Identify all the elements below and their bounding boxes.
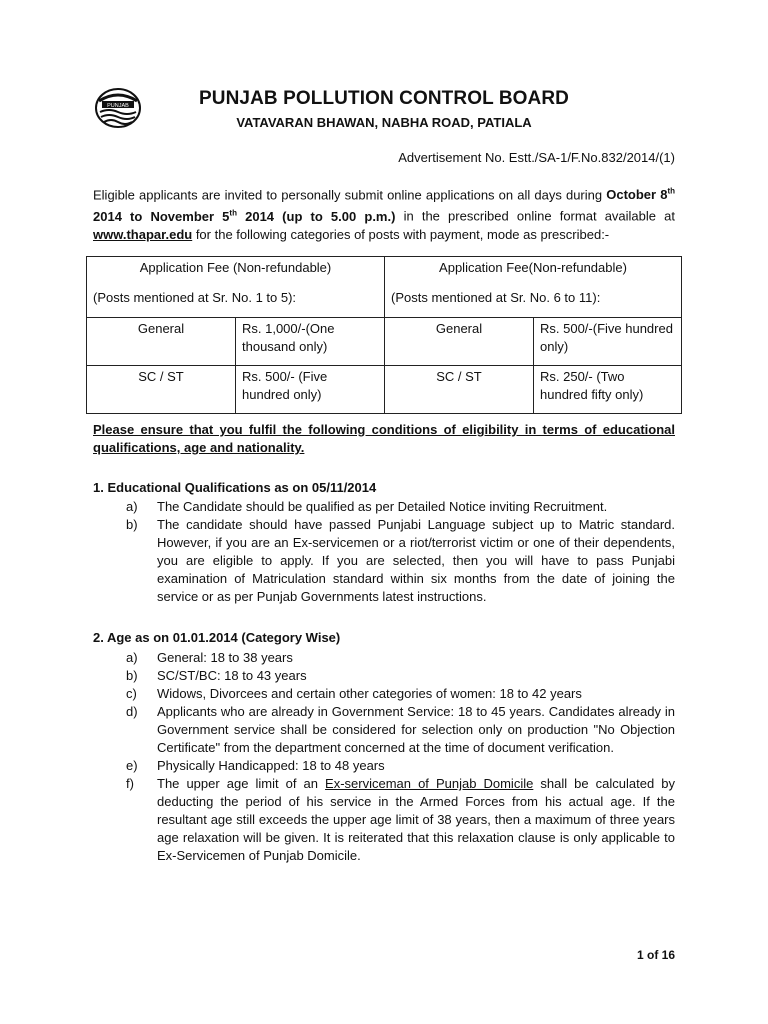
list-item: d) Applicants who are already in Government Service: 18 to 45 years. Candidates already in Government service shall be considered for selection only on production "No Objection Certificate" from the department concerned at the time of document verification. — [126, 704, 675, 755]
table-row: SC / ST Rs. 500/- (Five hundred only) SC / ST Rs. 250/- (Two hundred fifty only) — [87, 366, 682, 414]
eligibility-notice: Please ensure that you fulfil the following conditions of eligibility in terms of educational qualifications, age and nationality. — [93, 422, 675, 455]
list-item: c) Widows, Divorcees and certain other categories of women: 18 to 42 years — [126, 686, 582, 701]
section-age-heading: 2. Age as on 01.01.2014 (Category Wise) — [93, 630, 341, 645]
logo-text: PUNJAB — [107, 103, 129, 109]
list-item: f) The upper age limit of an Ex-serviceman of Punjab Domicile shall be calculated by deducting the period of his service in the Armed Forces from his actual age. If the resultant age still exceeds the upper age limit of 38 years, then a maximum of three years age relaxation will be given. It is reiterated that this relaxation clause is only applicable to Ex-Servicemen of Punjab Domicile. — [126, 776, 675, 863]
table-row: General Rs. 1,000/-(One thousand only) General Rs. 500/-(Five hundred only) — [87, 318, 682, 366]
advertisement-number: Advertisement No. Estt./SA-1/F.No.832/2014/(1) — [398, 150, 675, 165]
fee-header-right: Application Fee(Non-refundable) (Posts mentioned at Sr. No. 6 to 11): — [385, 257, 682, 318]
list-item: a) The Candidate should be qualified as per Detailed Notice inviting Recruitment. — [126, 499, 608, 514]
table-header-row — [87, 257, 682, 318]
age-criteria-list — [126, 649, 675, 865]
website-link[interactable]: www.thapar.edu — [93, 226, 193, 242]
list-item: e) Physically Handicapped: 18 to 48 years — [126, 758, 385, 773]
section-educational-qualifications-heading: 1. Educational Qualifications as on 05/11/2014 — [93, 480, 377, 495]
list-item: b) The candidate should have passed Punjabi Language subject up to Matric standard. However, if you are an Ex-servicemen or a riot/terrorist victim or one of their dependents, you are eligible to apply. If you are selected, then you will have to pass Punjabi examination of Matriculation standard within six months from the date of joining the service or as per Punjab Governments latest instructions. — [126, 517, 675, 604]
list-item: a) General: 18 to 38 years — [126, 650, 293, 665]
application-fee-table — [86, 256, 682, 414]
intro-paragraph: Eligible applicants are invited to personally submit online applications on all days during October 8th 2014 to November 5th 2014 (up to 5.00 p.m.) in the prescribed online format available at www.thapar.edu for the following categories of posts with payment, mode as prescribed:- — [93, 187, 675, 242]
educational-qualifications-list — [126, 498, 675, 606]
page-indicator: 1 of 16 — [636, 948, 675, 962]
organization-address: VATAVARAN BHAWAN, NABHA ROAD, PATIALA — [236, 115, 532, 130]
list-item: b) SC/ST/BC: 18 to 43 years — [126, 668, 307, 683]
organization-title: PUNJAB POLLUTION CONTROL BOARD — [199, 88, 569, 109]
fee-header-left: Application Fee (Non-refundable) (Posts mentioned at Sr. No. 1 to 5): — [87, 257, 385, 318]
